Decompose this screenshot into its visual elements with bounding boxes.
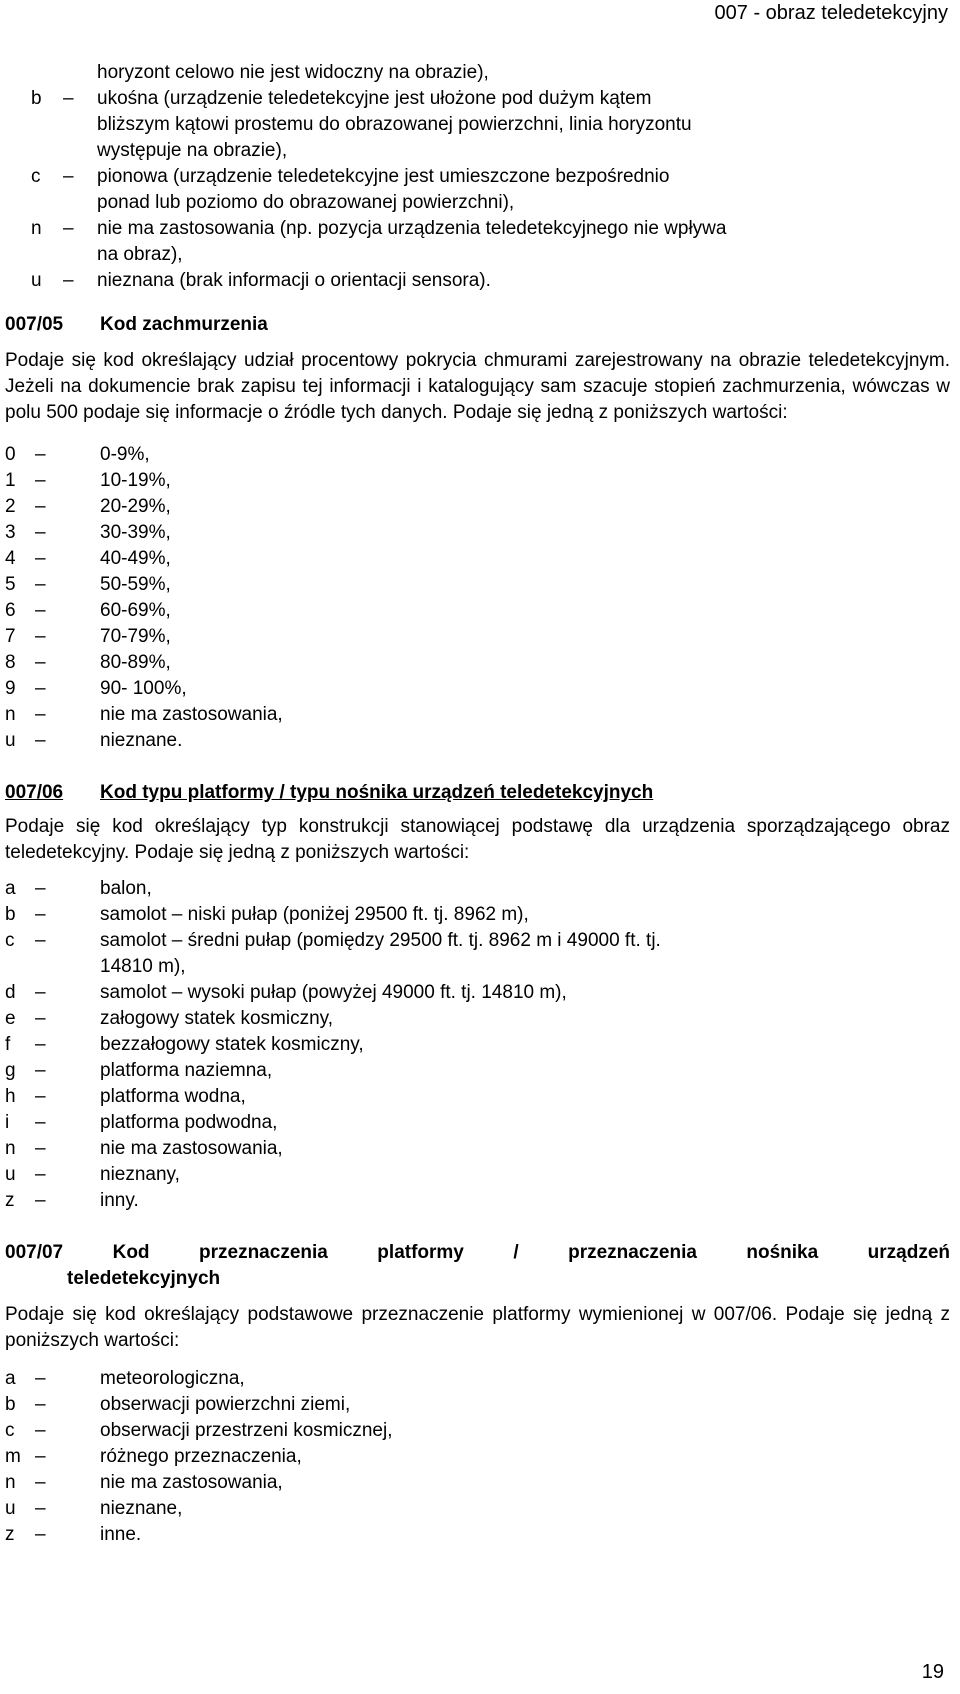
section-title: Kod przeznaczenia platformy / przeznaczenia nośnika urządzeń	[112, 1242, 951, 1263]
list-item: 0 – 0-9%,	[5, 444, 150, 465]
list-item: 7 – 70-79%,	[5, 626, 171, 647]
list-item: c – obserwacji przestrzeni kosmicznej,	[5, 1420, 393, 1441]
list-item: horyzont celowo nie jest widoczny na obrazie),	[97, 62, 489, 83]
list-item: u – nieznane.	[5, 730, 183, 751]
list-item: 9 – 90- 100%,	[5, 678, 187, 699]
list-item: b – ukośna (urządzenie teledetekcyjne jest ułożone pod dużym kątem bliższym kątowi prostemu do obrazowanej powierzchni, linia horyzontu występuje na obrazie),	[31, 88, 692, 161]
list-item: 3 – 30-39%,	[5, 522, 171, 543]
section-heading-007-06	[5, 780, 950, 806]
section-number: 007/07	[5, 1242, 64, 1263]
dash: –	[63, 88, 74, 109]
list-item: d – samolot – wysoki pułap (powyżej 49000 ft. tj. 14810 m),	[5, 982, 567, 1003]
page-number: 19	[921, 1661, 944, 1683]
list-item: u – nieznany,	[5, 1164, 180, 1185]
list-item: 8 – 80-89%,	[5, 652, 171, 673]
list-item: c – samolot – średni pułap (pomiędzy 29500 ft. tj. 8962 m i 49000 ft. tj. 14810 m),	[5, 930, 661, 977]
list-item: n – nie ma zastosowania,	[5, 1472, 283, 1493]
list-item: 5 – 50-59%,	[5, 574, 171, 595]
list-item: 6 – 60-69%,	[5, 600, 171, 621]
orientation-list	[5, 60, 950, 294]
list-item: c – pionowa (urządzenie teledetekcyjne jest umieszczone bezpośrednio ponad lub poziomo do obrazowanej powierzchni),	[31, 166, 670, 213]
section-title: Kod typu platformy / typu nośnika urządzeń teledetekcyjnych	[100, 782, 654, 803]
list-item: n – nie ma zastosowania,	[5, 704, 283, 725]
section-heading-007-05	[5, 312, 950, 338]
list-code: u	[31, 270, 42, 291]
list-item: e – załogowy statek kosmiczny,	[5, 1008, 334, 1029]
document-page	[5, 60, 950, 1548]
list-item: 1 – 10-19%,	[5, 470, 171, 491]
list-item: u – nieznana (brak informacji o orientacji sensora).	[5, 268, 950, 294]
dash: –	[63, 166, 74, 187]
list-item: 4 – 40-49%,	[5, 548, 171, 569]
list-item: m – różnego przeznaczenia,	[5, 1446, 302, 1467]
list-item: 2 – 20-29%,	[5, 496, 171, 517]
list-item: n – nie ma zastosowania (np. pozycja urządzenia teledetekcyjnego nie wpływa na obraz),	[31, 218, 727, 265]
list-item: z – inne.	[5, 1524, 142, 1545]
section-paragraph: Podaje się kod określający udział procentowy pokrycia chmurami zarejestrowany na obrazie teledetekcyjnym. Jeżeli na dokumencie brak zapisu tej informacji i katalogujący sam szacuje stopień zachmurzenia, wówczas w polu 500 podaje się informacje o źródle tych danych. Podaje się jedną z poniższych wartości:	[5, 350, 950, 423]
list-item: b – samolot – niski pułap (poniżej 29500 ft. tj. 8962 m),	[5, 904, 529, 925]
section-number: 007/06	[5, 782, 64, 803]
section-number: 007/05	[5, 314, 64, 335]
list-code: n	[31, 218, 42, 239]
platform-purpose-list	[5, 1366, 950, 1548]
section-heading-007-07	[5, 1240, 950, 1292]
list-item: a – meteorologiczna,	[5, 1368, 245, 1389]
list-item: a – balon,	[5, 878, 152, 899]
list-item: n – nie ma zastosowania,	[5, 1138, 283, 1159]
list-item: g – platforma naziemna,	[5, 1060, 273, 1081]
platform-type-list	[5, 876, 950, 1214]
section-title: Kod zachmurzenia	[100, 314, 268, 335]
cloud-cover-list	[5, 442, 950, 754]
running-header: 007 - obraz teledetekcyjny	[714, 2, 948, 24]
section-title-continued: teledetekcyjnych	[67, 1268, 221, 1289]
list-item: i – platforma podwodna,	[5, 1112, 278, 1133]
list-item: z – inny.	[5, 1190, 139, 1211]
list-code: c	[31, 166, 41, 187]
list-item: f – bezzałogowy statek kosmiczny,	[5, 1034, 364, 1055]
list-item: u – nieznane,	[5, 1498, 183, 1519]
list-code: b	[31, 88, 42, 109]
dash: –	[63, 270, 74, 291]
list-item: h – platforma wodna,	[5, 1086, 246, 1107]
list-item: b – obserwacji powierzchni ziemi,	[5, 1394, 351, 1415]
section-paragraph: Podaje się kod określający typ konstrukcji stanowiącej podstawę dla urządzenia sporządzającego obraz teledetekcyjny. Podaje się jedną z poniższych wartości:	[5, 816, 950, 863]
section-paragraph: Podaje się kod określający podstawowe przeznaczenie platformy wymienionej w 007/06. Podaje się jedną z poniższych wartości:	[5, 1304, 950, 1351]
dash: –	[63, 218, 74, 239]
